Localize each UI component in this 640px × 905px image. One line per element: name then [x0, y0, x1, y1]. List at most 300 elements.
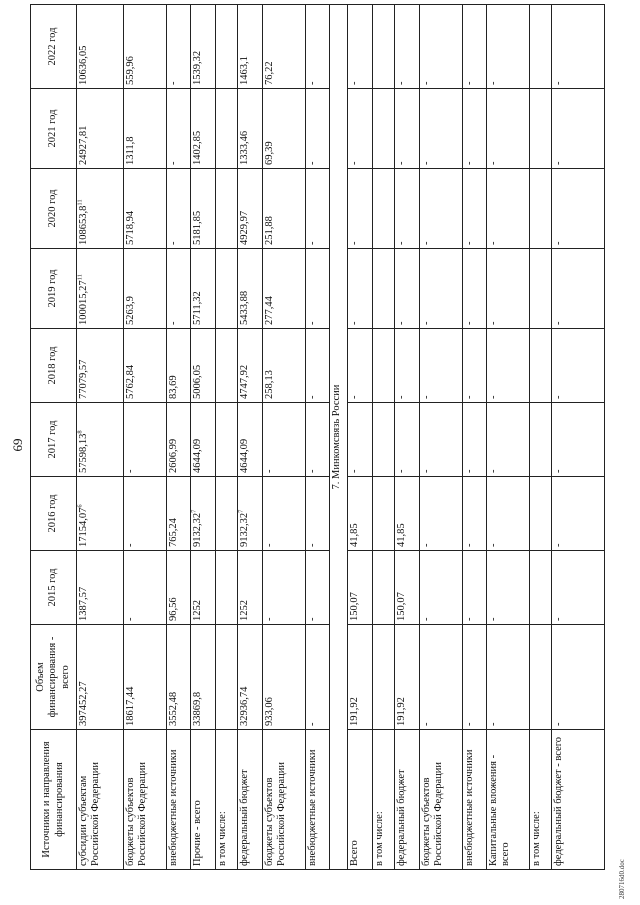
year-value-cell: [238, 89, 263, 169]
total-cell: [372, 625, 394, 730]
row-label: бюджеты субъектов Российской Федерации: [420, 730, 463, 870]
year-value-cell: [191, 403, 216, 477]
year-value-cell: [462, 551, 487, 625]
year-value-cell: [305, 89, 330, 169]
cell-value: -: [306, 543, 318, 547]
year-value-cell: [238, 551, 263, 625]
year-value-cell: [529, 89, 551, 169]
cell-value: 4747,92: [239, 364, 251, 399]
cell-value: 9132,32: [239, 512, 251, 547]
year-value-cell: [348, 249, 373, 329]
year-value-cell: [166, 89, 191, 169]
year-value-cell: [124, 551, 167, 625]
cell-value: 2606,99: [167, 438, 179, 473]
year-value-cell: [215, 551, 237, 625]
footnote-mark: 11: [76, 199, 84, 206]
cell-value: -: [306, 241, 318, 245]
year-value-cell: [487, 551, 530, 625]
year-value-cell: [395, 169, 420, 249]
table-row: [215, 5, 237, 870]
year-value-cell: [263, 329, 306, 403]
header-source: Источники и направления финансирования: [31, 730, 77, 870]
year-value-cell: [420, 551, 463, 625]
year-value-cell: [238, 249, 263, 329]
table-row: [348, 5, 373, 870]
cell-value: 1252: [239, 600, 251, 621]
cell-value: -: [421, 469, 432, 473]
header-year: 2015 год: [31, 551, 77, 625]
year-value-cell: [215, 5, 237, 89]
year-value-cell: [215, 169, 237, 249]
year-value-cell: [77, 329, 124, 403]
total-cell: 32936,74: [238, 625, 263, 730]
cell-value: 96,56: [167, 597, 179, 621]
cell-value: -: [306, 617, 318, 621]
year-value-cell: [238, 329, 263, 403]
year-value-cell: [166, 249, 191, 329]
year-value-cell: [305, 329, 330, 403]
cell-value: 1333,46: [239, 130, 251, 165]
footnote-mark: 8: [76, 430, 84, 434]
cell-value: -: [421, 395, 432, 399]
cell-value: 765,24: [167, 518, 179, 547]
year-value-cell: [166, 477, 191, 551]
table-row: [529, 5, 551, 870]
cell-value: -: [421, 321, 432, 325]
year-value-cell: [462, 169, 487, 249]
cell-value: -: [125, 617, 137, 621]
year-value-cell: [215, 249, 237, 329]
cell-value: -: [396, 81, 408, 85]
row-label: бюджеты субъектов Российской Федерации: [124, 730, 167, 870]
year-value-cell: [462, 249, 487, 329]
cell-value: -: [421, 81, 432, 85]
year-value-cell: [305, 249, 330, 329]
total-cell: 3552,48: [166, 625, 191, 730]
year-value-cell: [124, 5, 167, 89]
cell-value: 559,96: [125, 56, 137, 85]
cell-value: 1387,57: [78, 586, 89, 621]
year-value-cell: [124, 89, 167, 169]
cell-value: -: [463, 241, 475, 245]
footnote-mark: 7: [190, 509, 198, 513]
year-value-cell: [395, 403, 420, 477]
row-label: в том числе:: [529, 730, 551, 870]
year-value-cell: [420, 5, 463, 89]
year-value-cell: [263, 249, 306, 329]
cell-value: 100015,27: [78, 280, 89, 325]
cell-value: -: [463, 81, 475, 85]
cell-value: -: [463, 469, 475, 473]
cell-value: -: [463, 321, 475, 325]
total-cell: 397452,27: [77, 625, 124, 730]
row-label: внебюджетные источники: [305, 730, 330, 870]
year-value-cell: [420, 403, 463, 477]
year-value-cell: [348, 89, 373, 169]
year-value-cell: [372, 477, 394, 551]
cell-value: -: [553, 161, 565, 165]
cell-value: 1252: [192, 600, 204, 621]
year-value-cell: [462, 477, 487, 551]
year-value-cell: [529, 5, 551, 89]
cell-value: -: [306, 469, 318, 473]
cell-value: -: [553, 81, 565, 85]
cell-value: -: [306, 321, 318, 325]
cell-value: 77079,57: [78, 359, 89, 399]
document-reference: 280716d0.doc: [618, 859, 626, 899]
year-value-cell: [420, 89, 463, 169]
cell-value: -: [349, 81, 361, 85]
year-value-cell: [305, 403, 330, 477]
table-row: [487, 5, 530, 870]
total-cell: -: [487, 625, 530, 730]
year-value-cell: [487, 89, 530, 169]
year-value-cell: [215, 329, 237, 403]
year-value-cell: [77, 403, 124, 477]
row-label: внебюджетные источники: [462, 730, 487, 870]
cell-value: -: [488, 543, 500, 547]
row-label: федеральный бюджет: [238, 730, 263, 870]
row-label: в том числе:: [215, 730, 237, 870]
year-value-cell: [487, 169, 530, 249]
cell-value: 5711,32: [192, 291, 204, 325]
year-value-cell: [305, 551, 330, 625]
year-value-cell: [191, 249, 216, 329]
cell-value: 5181,85: [192, 210, 204, 245]
cell-value: 69,39: [264, 141, 276, 165]
cell-value: -: [463, 543, 475, 547]
cell-value: 150,07: [349, 592, 361, 621]
row-label: федеральный бюджет - всего: [552, 730, 605, 870]
cell-value: -: [488, 617, 500, 621]
cell-value: 76,22: [264, 61, 276, 85]
cell-value: 5263,9: [125, 296, 137, 325]
year-value-cell: [215, 403, 237, 477]
total-cell: 191,92: [395, 625, 420, 730]
cell-value: 24927,81: [78, 125, 89, 165]
year-value-cell: [263, 5, 306, 89]
cell-value: 41,85: [349, 523, 361, 547]
year-value-cell: [529, 477, 551, 551]
year-value-cell: [191, 329, 216, 403]
year-value-cell: [215, 89, 237, 169]
year-value-cell: [166, 5, 191, 89]
year-value-cell: [263, 477, 306, 551]
section-title: 7. Минкомсвязь России: [330, 5, 348, 870]
cell-value: 277,44: [264, 296, 276, 325]
cell-value: 4644,09: [192, 438, 204, 473]
cell-value: -: [306, 161, 318, 165]
year-value-cell: [487, 329, 530, 403]
year-value-cell: [305, 477, 330, 551]
table-row: [462, 5, 487, 870]
year-value-cell: [124, 249, 167, 329]
year-value-cell: [372, 5, 394, 89]
table-row: [420, 5, 463, 870]
total-cell: -: [462, 625, 487, 730]
header-year: 2016 год: [31, 477, 77, 551]
year-value-cell: [166, 329, 191, 403]
financing-table: [30, 4, 605, 870]
cell-value: 5433,88: [239, 290, 251, 325]
table-body-minkomsvyaz: [348, 5, 605, 870]
cell-value: -: [421, 241, 432, 245]
cell-value: -: [553, 395, 565, 399]
total-cell: -: [552, 625, 605, 730]
year-value-cell: [529, 329, 551, 403]
year-value-cell: [529, 551, 551, 625]
cell-value: 5718,94: [125, 210, 137, 245]
year-value-cell: [124, 477, 167, 551]
year-value-cell: [372, 329, 394, 403]
year-value-cell: [166, 551, 191, 625]
footnote-mark: 11: [76, 274, 84, 281]
table-row: [191, 5, 216, 870]
cell-value: -: [488, 395, 500, 399]
table-row: [395, 5, 420, 870]
footnote-mark: 6: [76, 504, 84, 508]
table-row: [238, 5, 263, 870]
year-value-cell: [529, 403, 551, 477]
year-value-cell: [395, 5, 420, 89]
cell-value: 108653,8: [78, 205, 89, 245]
cell-value: 5762,84: [125, 364, 137, 399]
total-cell: -: [420, 625, 463, 730]
year-value-cell: [348, 551, 373, 625]
year-value-cell: [166, 169, 191, 249]
page-number: 69: [10, 438, 25, 452]
header-total: Объем финансирования - всего: [31, 625, 77, 730]
year-value-cell: [487, 477, 530, 551]
table-row: [166, 5, 191, 870]
year-value-cell: [372, 89, 394, 169]
header-year: 2018 год: [31, 329, 77, 403]
cell-value: 1311,8: [125, 136, 137, 165]
year-value-cell: [263, 169, 306, 249]
year-value-cell: [395, 551, 420, 625]
year-value-cell: [191, 5, 216, 89]
cell-value: -: [167, 161, 179, 165]
cell-value: 4929,97: [239, 210, 251, 245]
header-year: 2017 год: [31, 403, 77, 477]
cell-value: 17154,07: [78, 507, 89, 547]
cell-value: 9132,32: [192, 512, 204, 547]
year-value-cell: [372, 169, 394, 249]
total-cell: 191,92: [348, 625, 373, 730]
year-value-cell: [420, 249, 463, 329]
table-row: [552, 5, 605, 870]
cell-value: -: [421, 543, 432, 547]
total-cell: 33869,8: [191, 625, 216, 730]
cell-value: -: [396, 469, 408, 473]
cell-value: -: [553, 241, 565, 245]
header-year: 2019 год: [31, 249, 77, 329]
year-value-cell: [420, 477, 463, 551]
year-value-cell: [238, 403, 263, 477]
year-value-cell: [238, 169, 263, 249]
year-value-cell: [395, 477, 420, 551]
row-label: Всего: [348, 730, 373, 870]
year-value-cell: [77, 89, 124, 169]
year-value-cell: [191, 89, 216, 169]
cell-value: -: [264, 617, 276, 621]
year-value-cell: [77, 249, 124, 329]
row-label: бюджеты субъектов Российской Федерации: [263, 730, 306, 870]
cell-value: -: [463, 161, 475, 165]
header-year: 2020 год: [31, 169, 77, 249]
cell-value: 1463,1: [239, 56, 251, 85]
cell-value: 1402,85: [192, 130, 204, 165]
year-value-cell: [372, 249, 394, 329]
row-label: внебюджетные источники: [166, 730, 191, 870]
year-value-cell: [420, 169, 463, 249]
row-label: субсидии субъектам Российской Федерации: [77, 730, 124, 870]
cell-value: -: [463, 617, 475, 621]
row-label: в том числе:: [372, 730, 394, 870]
header-year: 2021 год: [31, 89, 77, 169]
year-value-cell: [395, 329, 420, 403]
year-value-cell: [77, 5, 124, 89]
year-value-cell: [77, 477, 124, 551]
cell-value: -: [396, 241, 408, 245]
year-value-cell: [191, 551, 216, 625]
cell-value: -: [396, 395, 408, 399]
cell-value: -: [349, 395, 361, 399]
row-label: федеральный бюджет: [395, 730, 420, 870]
year-value-cell: [191, 477, 216, 551]
table-row: [124, 5, 167, 870]
year-value-cell: [462, 89, 487, 169]
year-value-cell: [305, 169, 330, 249]
cell-value: -: [553, 617, 565, 621]
cell-value: -: [167, 81, 179, 85]
footnote-mark: 7: [237, 509, 245, 513]
cell-value: -: [349, 469, 361, 473]
total-cell: [215, 625, 237, 730]
cell-value: 41,85: [396, 523, 408, 547]
cell-value: -: [167, 321, 179, 325]
total-cell: 18617,44: [124, 625, 167, 730]
cell-value: -: [349, 161, 361, 165]
year-value-cell: [529, 169, 551, 249]
cell-value: -: [306, 81, 318, 85]
year-value-cell: [395, 249, 420, 329]
cell-value: -: [421, 617, 432, 621]
cell-value: 1539,32: [192, 50, 204, 85]
cell-value: 5006,05: [192, 364, 204, 399]
year-value-cell: [305, 5, 330, 89]
cell-value: -: [349, 241, 361, 245]
year-value-cell: [124, 169, 167, 249]
cell-value: 258,13: [264, 370, 276, 399]
year-value-cell: [191, 169, 216, 249]
year-value-cell: [348, 403, 373, 477]
cell-value: 10636,05: [78, 45, 89, 85]
cell-value: 150,07: [396, 592, 408, 621]
year-value-cell: [487, 5, 530, 89]
year-value-cell: [552, 5, 605, 89]
total-cell: -: [305, 625, 330, 730]
cell-value: -: [349, 321, 361, 325]
year-value-cell: [462, 5, 487, 89]
cell-value: -: [264, 469, 276, 473]
year-value-cell: [462, 403, 487, 477]
cell-value: -: [488, 321, 500, 325]
cell-value: -: [306, 395, 318, 399]
section-header: [330, 5, 348, 870]
year-value-cell: [166, 403, 191, 477]
total-cell: [529, 625, 551, 730]
year-value-cell: [372, 551, 394, 625]
year-value-cell: [552, 551, 605, 625]
row-label: Прочие - всего: [191, 730, 216, 870]
year-value-cell: [552, 403, 605, 477]
year-value-cell: [77, 169, 124, 249]
cell-value: -: [264, 543, 276, 547]
cell-value: -: [488, 241, 500, 245]
table-row: [305, 5, 330, 870]
row-label: Капитальные вложения - всего: [487, 730, 530, 870]
year-value-cell: [487, 249, 530, 329]
year-value-cell: [487, 403, 530, 477]
table-row: [372, 5, 394, 870]
year-value-cell: [77, 551, 124, 625]
year-value-cell: [238, 477, 263, 551]
year-value-cell: [348, 329, 373, 403]
total-cell: 933,06: [263, 625, 306, 730]
cell-value: -: [553, 543, 565, 547]
cell-value: 4644,09: [239, 438, 251, 473]
year-value-cell: [372, 403, 394, 477]
year-value-cell: [348, 5, 373, 89]
year-value-cell: [552, 169, 605, 249]
year-value-cell: [462, 329, 487, 403]
year-value-cell: [552, 249, 605, 329]
year-value-cell: [263, 551, 306, 625]
year-value-cell: [529, 249, 551, 329]
cell-value: 251,88: [264, 216, 276, 245]
year-value-cell: [552, 89, 605, 169]
year-value-cell: [552, 329, 605, 403]
year-value-cell: [395, 89, 420, 169]
year-value-cell: [215, 477, 237, 551]
cell-value: 57598,13: [78, 433, 89, 473]
cell-value: -: [553, 321, 565, 325]
year-value-cell: [263, 89, 306, 169]
cell-value: -: [488, 81, 500, 85]
cell-value: -: [463, 395, 475, 399]
cell-value: -: [396, 321, 408, 325]
table-row: [263, 5, 306, 870]
cell-value: -: [488, 161, 500, 165]
year-value-cell: [552, 477, 605, 551]
table-row: [77, 5, 124, 870]
cell-value: -: [125, 469, 137, 473]
year-value-cell: [348, 477, 373, 551]
table-body-rosmorrechflot: [77, 5, 330, 870]
year-value-cell: [420, 329, 463, 403]
header-year: 2022 год: [31, 5, 77, 89]
cell-value: -: [396, 161, 408, 165]
cell-value: -: [421, 161, 432, 165]
year-value-cell: [263, 403, 306, 477]
year-value-cell: [124, 329, 167, 403]
cell-value: -: [488, 469, 500, 473]
year-value-cell: [124, 403, 167, 477]
cell-value: 83,69: [167, 375, 179, 399]
cell-value: -: [553, 469, 565, 473]
year-value-cell: [238, 5, 263, 89]
